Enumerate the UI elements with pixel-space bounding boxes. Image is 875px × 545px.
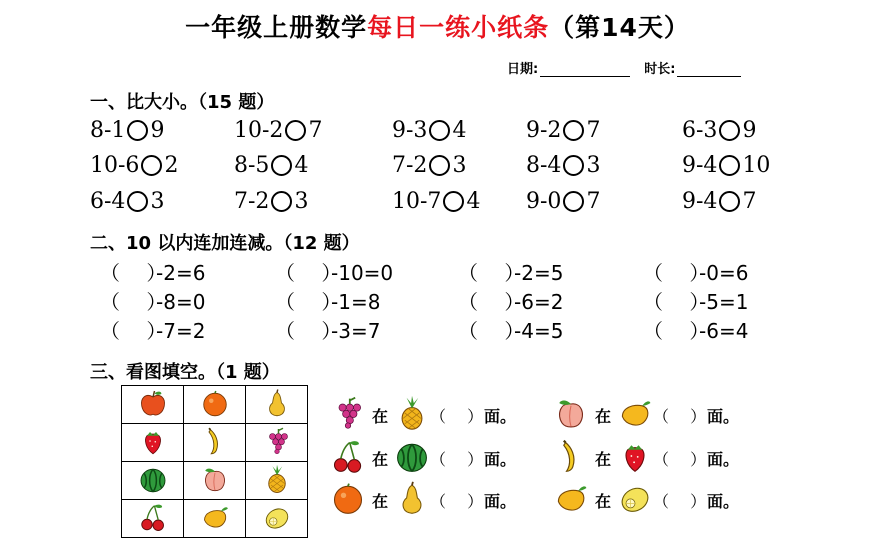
- equation-text: -6=4: [699, 319, 749, 343]
- grid-cell: [246, 500, 308, 538]
- mian-text: 面。: [707, 406, 740, 426]
- compare-item: [682, 118, 756, 143]
- equation-text: -0=6: [699, 261, 749, 285]
- compare-left: 10-7: [392, 189, 442, 214]
- compare-circle[interactable]: [127, 191, 148, 212]
- equation-item: [643, 286, 748, 315]
- compare-left: 9-2: [526, 118, 562, 143]
- orange-icon: [330, 480, 366, 520]
- answer-blank[interactable]: （ ）: [100, 261, 167, 285]
- compare-right: 10: [742, 153, 771, 178]
- date-field[interactable]: [540, 65, 630, 77]
- strawberry-icon: [617, 438, 653, 478]
- answer-blank[interactable]: （ ）: [275, 319, 342, 343]
- compare-item: [392, 153, 466, 178]
- compare-circle[interactable]: [271, 191, 292, 212]
- section2-heading: 二、10 以内连加连减。（12 题）: [90, 233, 360, 254]
- grapes-icon: [330, 395, 366, 435]
- answer-blank[interactable]: （ ）: [643, 290, 710, 314]
- answer-blank[interactable]: （ ）: [653, 449, 707, 469]
- pear-icon: [394, 480, 430, 520]
- position-question: [330, 480, 516, 520]
- duration-label: 时长:: [644, 62, 676, 77]
- compare-right: 9: [150, 118, 165, 143]
- equation-text: -4=5: [514, 319, 564, 343]
- equation-item: [100, 257, 205, 286]
- compare-item: [90, 189, 164, 214]
- equation-item: [643, 315, 748, 344]
- compare-circle[interactable]: [719, 155, 740, 176]
- grid-cell: [122, 424, 184, 462]
- date-label: 日期:: [507, 62, 539, 77]
- compare-item: [234, 153, 308, 178]
- equation-item: [100, 286, 205, 315]
- compare-item: [526, 118, 600, 143]
- grapes-icon: [262, 426, 292, 460]
- banana-icon: [553, 438, 589, 478]
- compare-left: 10-6: [90, 153, 140, 178]
- equation-item: [458, 286, 563, 315]
- compare-item: [392, 118, 466, 143]
- duration-field[interactable]: [677, 65, 741, 77]
- compare-item: [90, 153, 178, 178]
- compare-circle[interactable]: [285, 120, 306, 141]
- equation-item: [458, 257, 563, 286]
- position-question: [330, 438, 516, 478]
- compare-left: 9-4: [682, 153, 718, 178]
- answer-blank[interactable]: （ ）: [430, 449, 484, 469]
- answer-blank[interactable]: （ ）: [643, 319, 710, 343]
- equation-text: -2=5: [514, 261, 564, 285]
- compare-left: 8-5: [234, 153, 270, 178]
- mian-text: 面。: [707, 449, 740, 469]
- zai-text: 在: [372, 406, 389, 426]
- compare-right: 4: [452, 118, 467, 143]
- compare-right: 7: [586, 118, 601, 143]
- page-title: [0, 8, 875, 44]
- answer-blank[interactable]: （ ）: [275, 290, 342, 314]
- grid-cell: [184, 424, 246, 462]
- equation-item: [275, 315, 380, 344]
- mian-text: 面。: [484, 449, 517, 469]
- answer-blank[interactable]: （ ）: [430, 491, 484, 511]
- grid-cell: [184, 462, 246, 500]
- answer-blank[interactable]: （ ）: [100, 290, 167, 314]
- pineapple-icon: [262, 464, 292, 498]
- compare-left: 7-2: [392, 153, 428, 178]
- position-question: [330, 395, 516, 435]
- mango-icon: [200, 502, 230, 536]
- compare-circle[interactable]: [719, 191, 740, 212]
- equation-text: -5=1: [699, 290, 749, 314]
- compare-circle[interactable]: [443, 191, 464, 212]
- answer-blank[interactable]: （ ）: [430, 406, 484, 426]
- compare-item: [682, 153, 770, 178]
- zai-text: 在: [372, 449, 389, 469]
- equation-item: [275, 286, 380, 315]
- compare-circle[interactable]: [563, 155, 584, 176]
- compare-right: 3: [294, 189, 309, 214]
- compare-circle[interactable]: [271, 155, 292, 176]
- compare-left: 8-4: [526, 153, 562, 178]
- compare-circle[interactable]: [429, 120, 450, 141]
- mian-text: 面。: [707, 491, 740, 511]
- answer-blank[interactable]: （ ）: [275, 261, 342, 285]
- compare-left: 7-2: [234, 189, 270, 214]
- section1-heading: 一、比大小。（15 题）: [90, 92, 275, 113]
- compare-right: 3: [150, 189, 165, 214]
- zai-text: 在: [595, 406, 612, 426]
- compare-item: [234, 189, 308, 214]
- compare-left: 9-4: [682, 189, 718, 214]
- answer-blank[interactable]: （ ）: [458, 261, 525, 285]
- banana-icon: [200, 426, 230, 460]
- date-line: [507, 58, 741, 77]
- compare-left: 9-3: [392, 118, 428, 143]
- lemon-icon: [617, 480, 653, 520]
- equation-text: -3=7: [331, 319, 381, 343]
- zai-text: 在: [595, 449, 612, 469]
- answer-blank[interactable]: （ ）: [643, 261, 710, 285]
- position-question: [553, 438, 739, 478]
- compare-right: 7: [586, 189, 601, 214]
- grid-cell: [246, 424, 308, 462]
- compare-item: [526, 153, 600, 178]
- apple-icon: [138, 388, 168, 422]
- answer-blank[interactable]: （ ）: [100, 319, 167, 343]
- answer-blank[interactable]: （ ）: [653, 406, 707, 426]
- compare-right: 2: [164, 153, 179, 178]
- pineapple-icon: [394, 395, 430, 435]
- compare-left: 10-2: [234, 118, 284, 143]
- compare-right: 4: [466, 189, 481, 214]
- equation-text: -8=0: [156, 290, 206, 314]
- compare-item: [526, 189, 600, 214]
- compare-right: 7: [308, 118, 323, 143]
- equation-item: [275, 257, 393, 286]
- equation-item: [643, 257, 748, 286]
- answer-blank[interactable]: （ ）: [653, 491, 707, 511]
- zai-text: 在: [595, 491, 612, 511]
- grid-cell: [122, 500, 184, 538]
- position-question: [553, 395, 739, 435]
- lemon-icon: [262, 502, 292, 536]
- compare-left: 6-4: [90, 189, 126, 214]
- cherry-icon: [330, 438, 366, 478]
- mian-text: 面。: [484, 406, 517, 426]
- watermelon-icon: [138, 464, 168, 498]
- compare-left: 8-1: [90, 118, 126, 143]
- compare-left: 9-0: [526, 189, 562, 214]
- grid-cell: [246, 462, 308, 500]
- compare-item: [392, 189, 480, 214]
- grid-cell: [184, 500, 246, 538]
- compare-item: [234, 118, 322, 143]
- position-question: [553, 480, 739, 520]
- equation-text: -7=2: [156, 319, 206, 343]
- compare-circle[interactable]: [563, 191, 584, 212]
- mian-text: 面。: [484, 491, 517, 511]
- compare-circle[interactable]: [141, 155, 162, 176]
- compare-circle[interactable]: [429, 155, 450, 176]
- equation-item: [458, 315, 563, 344]
- peach-icon: [200, 464, 230, 498]
- grid-cell: [122, 386, 184, 424]
- equation-text: -10=0: [331, 261, 394, 285]
- fruit-grid: [121, 385, 308, 538]
- equation-item: [100, 315, 205, 344]
- title-red: 每日一练小纸条: [367, 13, 550, 42]
- cherry-icon: [138, 502, 168, 536]
- title-suffix: （第14天）: [549, 13, 690, 42]
- compare-right: 3: [586, 153, 601, 178]
- compare-right: 9: [742, 118, 757, 143]
- equation-text: -2=6: [156, 261, 206, 285]
- mango-icon: [617, 395, 653, 435]
- title-black: 一年级上册数学: [185, 13, 368, 42]
- compare-right: 7: [742, 189, 757, 214]
- compare-item: [90, 118, 164, 143]
- answer-blank[interactable]: （ ）: [458, 290, 525, 314]
- compare-circle[interactable]: [719, 120, 740, 141]
- compare-circle[interactable]: [563, 120, 584, 141]
- pear-icon: [262, 388, 292, 422]
- compare-circle[interactable]: [127, 120, 148, 141]
- orange-icon: [200, 388, 230, 422]
- peach-icon: [553, 395, 589, 435]
- mango-icon: [553, 480, 589, 520]
- grid-cell: [184, 386, 246, 424]
- compare-right: 3: [452, 153, 467, 178]
- section3-heading: 三、看图填空。（1 题）: [90, 362, 280, 383]
- watermelon-icon: [394, 438, 430, 478]
- equation-text: -1=8: [331, 290, 381, 314]
- grid-cell: [246, 386, 308, 424]
- answer-blank[interactable]: （ ）: [458, 319, 525, 343]
- compare-left: 6-3: [682, 118, 718, 143]
- grid-cell: [122, 462, 184, 500]
- equation-text: -6=2: [514, 290, 564, 314]
- compare-right: 4: [294, 153, 309, 178]
- strawberry-icon: [138, 426, 168, 460]
- zai-text: 在: [372, 491, 389, 511]
- compare-item: [682, 189, 756, 214]
